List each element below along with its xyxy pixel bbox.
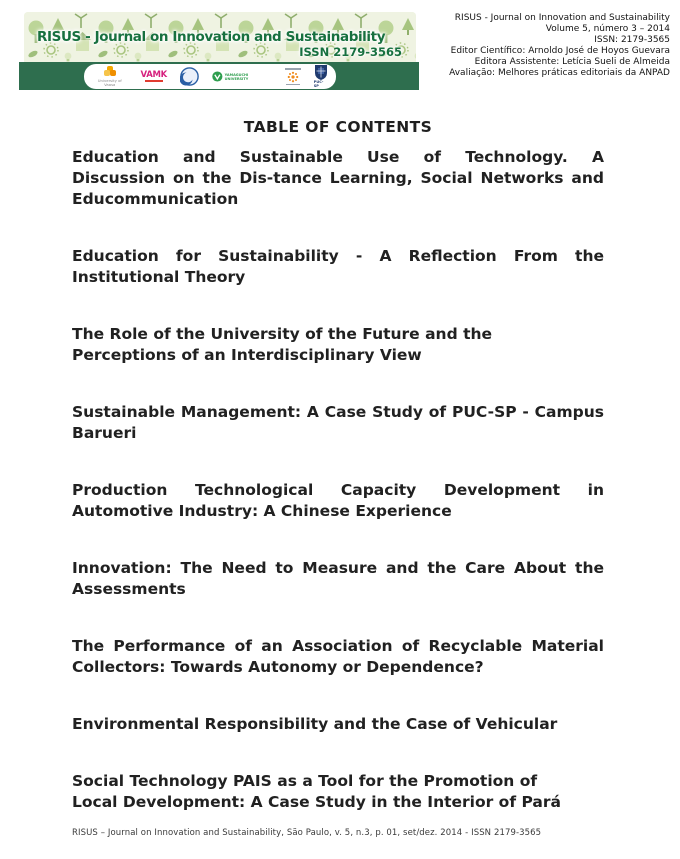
toc-entry-line: Perceptions of an Interdisciplinary View <box>72 346 422 364</box>
toc-entry-line: Assessments <box>72 580 186 598</box>
toc-entry <box>72 558 604 600</box>
universidad-top-text <box>285 68 301 69</box>
blue-seal-icon <box>180 67 199 86</box>
toc-entry-line: Educommunication <box>72 190 239 208</box>
toc-entry <box>72 771 604 813</box>
toc-entry-line: Local Development: A Case Study in the Interior of Pará <box>72 793 561 811</box>
toc-entry <box>72 714 604 735</box>
journal-info-line: Volume 5, número 3 – 2014 <box>545 24 670 34</box>
puc-sp-logo <box>314 65 328 88</box>
toc-entry-line: Automotive Industry: A Chinese Experience <box>72 502 452 520</box>
toc-entry-line: The Performance of an Association of Recyclable Material <box>72 637 604 655</box>
yamaguchi-university-logo <box>212 71 272 82</box>
toc-entry-line: Production Technological Capacity Development in <box>72 481 604 499</box>
puc-sp-shield-icon <box>315 65 327 80</box>
toc-entry-line: Education for Sustainability - A Reflection From the <box>72 247 604 265</box>
journal-info-line: Avaliação: Melhores práticas editoriais da ANPAD <box>449 68 670 78</box>
toc-entry-line: Barueri <box>72 424 137 442</box>
universidad-bottom-text <box>286 84 300 85</box>
journal-info-line: Editora Assistente: Letícia Sueli de Almeida <box>474 57 670 67</box>
toc-entry-line: Environmental Responsibility and the Case of Vehicular <box>72 715 558 733</box>
vamk-red-bar <box>145 80 163 82</box>
universidad-emblem-logo <box>285 67 301 85</box>
toc-entry-line: Discussion on the Dis-tance Learning, Social Networks and <box>72 169 604 187</box>
partner-logo-strip <box>84 64 336 89</box>
toc-entry <box>72 147 604 210</box>
toc-entry-line: Education and Sustainable Use of Technology. A <box>72 148 604 166</box>
journal-issn: ISSN 2179-3565 <box>299 45 402 59</box>
toc-entry <box>72 402 604 444</box>
footer-citation: RISUS – Journal on Innovation and Sustainability, São Paulo, v. 5, n.3, p. 01, set/dez. 2014 - ISSN 2179-3565 <box>72 828 542 838</box>
toc-heading: TABLE OF CONTENTS <box>243 118 433 136</box>
puc-sp-label: PUC-SP <box>313 80 324 88</box>
toc-content <box>72 118 604 813</box>
university-seal-logo <box>180 67 199 86</box>
university-of-vaasa-logo <box>92 66 128 87</box>
vaasa-emblem-icon <box>103 66 117 78</box>
journal-title: RISUS - Journal on Innovation and Sustainability <box>37 29 386 45</box>
toc-entry-line: Collectors: Towards Autonomy or Dependence? <box>72 658 484 676</box>
journal-info-block <box>340 13 670 79</box>
journal-info-line: ISSN: 2179-3565 <box>594 35 670 45</box>
toc-entry <box>72 636 604 678</box>
toc-entry <box>72 324 604 366</box>
toc-entry-line: The Role of the University of the Future and the <box>72 325 493 343</box>
orange-sun-icon <box>287 71 299 83</box>
journal-info-line: RISUS - Journal on Innovation and Sustainability <box>454 13 670 23</box>
yamaguchi-label: YAMAGUCHI UNIVERSITY <box>224 72 249 81</box>
toc-entries <box>72 147 604 813</box>
toc-entry <box>72 246 604 288</box>
yamaguchi-icon <box>212 71 223 82</box>
vaasa-label: University of Vaasa <box>97 78 122 87</box>
toc-entry-line: Institutional Theory <box>72 268 246 286</box>
journal-info-line: Editor Científico: Arnoldo José de Hoyos Guevara <box>450 46 670 56</box>
vamk-label: VAMK <box>140 69 167 80</box>
toc-entry <box>72 480 604 522</box>
toc-entry-line: Innovation: The Need to Measure and the Care About the <box>72 559 604 577</box>
toc-entry-line: Social Technology PAIS as a Tool for the Promotion of <box>72 772 538 790</box>
toc-entry-line: Sustainable Management: A Case Study of PUC-SP - Campus <box>72 403 604 421</box>
vamk-logo <box>141 71 167 82</box>
